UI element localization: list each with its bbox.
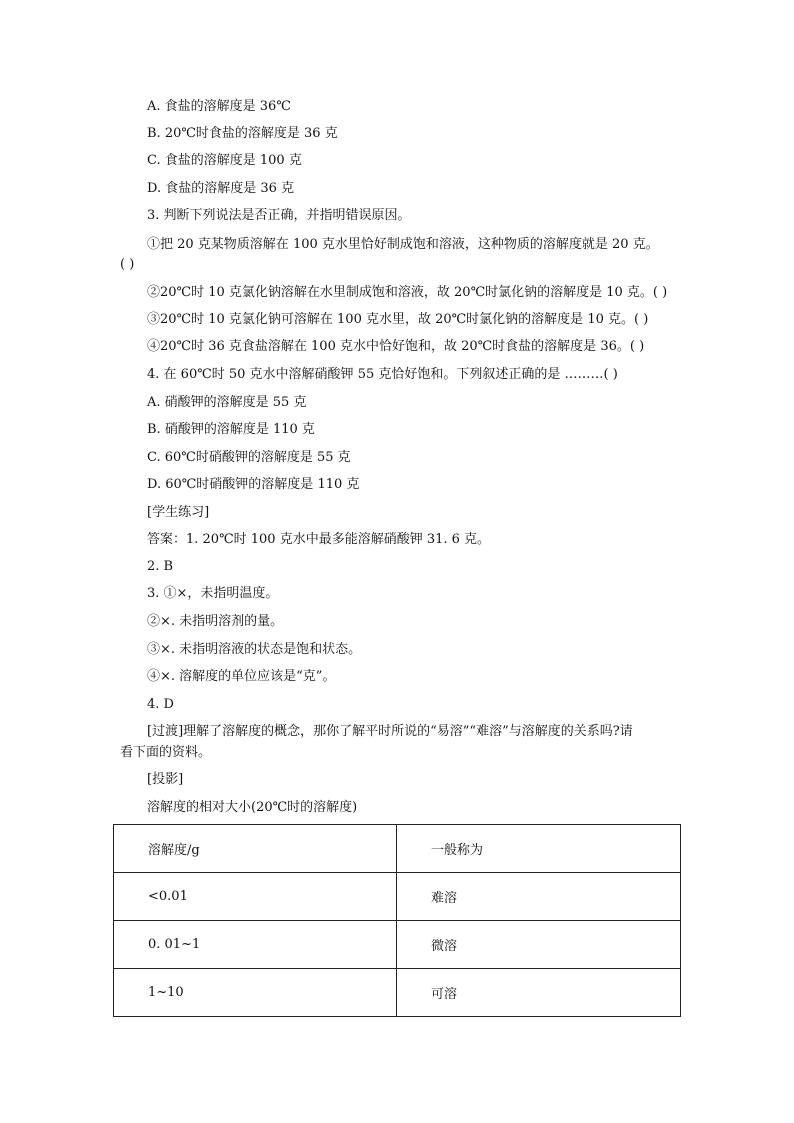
table-caption: 溶解度的相对大小(20℃时的溶解度) (147, 800, 358, 815)
option-d-q2: D. 食盐的溶解度是 36 克 (147, 181, 295, 196)
answer-3-1: 3. ①×，未指明温度。 (147, 586, 279, 601)
option-b-q4: B. 硝酸钾的溶解度是 110 克 (147, 422, 315, 437)
answer-3-4: ④×. 溶解度的单位应该是“克”。 (147, 669, 336, 684)
table-cell: 难溶 (397, 873, 681, 921)
option-c-q4: C. 60℃时硝酸钾的溶解度是 55 克 (147, 450, 351, 465)
question-4: 4. 在 60℃时 50 克水中溶解硝酸钾 55 克恰好饱和。下列叙述正确的是 ………( ) (147, 367, 618, 382)
question-3: 3. 判断下列说法是否正确，并指明错误原因。 (147, 208, 411, 223)
option-b-q2: B. 20℃时食盐的溶解度是 36 克 (147, 126, 338, 141)
table-cell: 1~10 (114, 969, 397, 1017)
answer-2: 2. B (147, 559, 174, 574)
table-cell: <0.01 (114, 873, 397, 921)
table-header-row (114, 825, 681, 873)
option-c-q2: C. 食盐的溶解度是 100 克 (147, 153, 302, 168)
statement-1-bracket: ( ) (120, 257, 135, 272)
section-projection: [投影] (147, 772, 184, 787)
answer-4: 4. D (147, 697, 174, 712)
table-cell: 可溶 (397, 969, 681, 1017)
answer-3-3: ③×. 未指明溶液的状态是饱和状态。 (147, 642, 362, 657)
section-student-practice: [学生练习] (147, 505, 210, 520)
table-row (114, 873, 681, 921)
transition-paragraph: [过渡]理解了溶解度的概念，那你了解平时所说的“易溶”“难溶”与溶解度的关系吗?请 (147, 724, 633, 739)
table-cell: 微溶 (397, 921, 681, 969)
statement-4: ④20℃时 36 克食盐溶解在 100 克水中恰好饱和，故 20℃时食盐的溶解度是 36。( ) (147, 339, 645, 354)
option-a-q4: A. 硝酸钾的溶解度是 55 克 (147, 395, 307, 410)
table-header: 一般称为 (397, 825, 681, 873)
table-header: 溶解度/g (114, 825, 397, 873)
table-row (114, 921, 681, 969)
answer-3-2: ②×. 未指明溶剂的量。 (147, 614, 284, 629)
table-cell: 0. 01~1 (114, 921, 397, 969)
statement-1: ①把 20 克某物质溶解在 100 克水里恰好制成饱和溶液，这种物质的溶解度就是 20 克。 (147, 237, 659, 252)
option-d-q4: D. 60℃时硝酸钾的溶解度是 110 克 (147, 477, 360, 492)
statement-3: ③20℃时 10 克氯化钠可溶解在 100 克水里，故 20℃时氯化钠的溶解度是 10 克。( ) (147, 312, 649, 327)
option-a-q2: A. 食盐的溶解度是 36℃ (147, 99, 291, 114)
table-row (114, 969, 681, 1017)
transition-paragraph-cont: 看下面的资料。 (120, 745, 212, 760)
statement-2: ②20℃时 10 克氯化钠溶解在水里制成饱和溶液，故 20℃时氯化钠的溶解度是 10 克。( ) (147, 285, 668, 300)
solubility-table (113, 824, 681, 1017)
answer-1: 答案：1. 20℃时 100 克水中最多能溶解硝酸钾 31. 6 克。 (147, 532, 491, 547)
